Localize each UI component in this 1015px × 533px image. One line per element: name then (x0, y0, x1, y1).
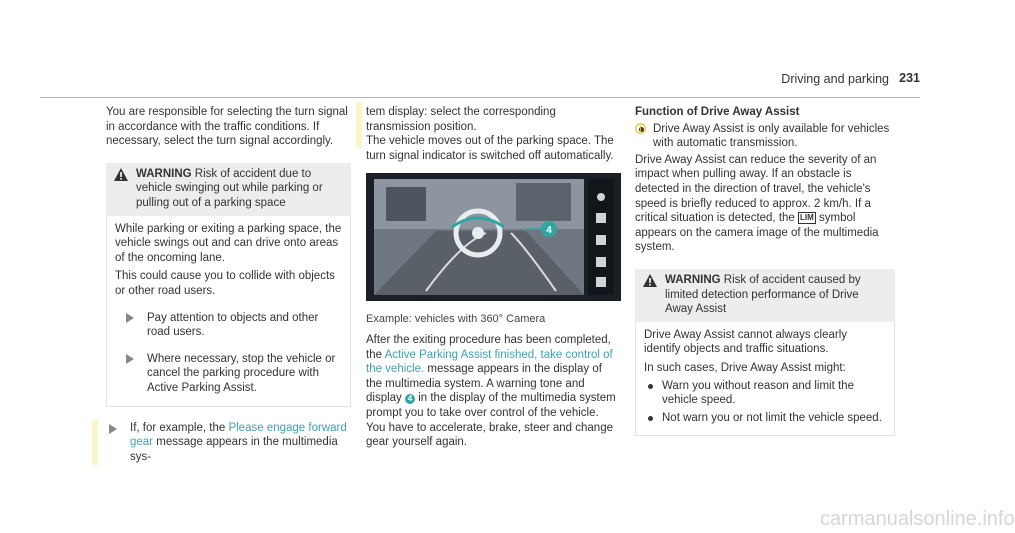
after-exit-paragraph (366, 333, 621, 450)
info-icon (635, 123, 646, 134)
instruction-text: If, for example, the (130, 421, 226, 434)
step-highlight-bar (92, 419, 98, 465)
paragraph-text: Drive Away Assist can reduce the severity of an impact when pulling away. If an obstacle is detected in the direction of travel, the vehicle's speed is briefly reduced to approx. 2 km/h. If a critical situation is detected, the (635, 153, 877, 225)
step-highlight-bar (356, 102, 362, 148)
watermark: carmanualsonline.info (820, 508, 1015, 530)
warning-list-item-2 (644, 411, 886, 426)
lim-symbol-icon: LIM (800, 213, 814, 223)
arrow-icon (109, 424, 117, 434)
intro-paragraph: You are responsible for selecting the turn signal in accordance with the traffic conditions. If necessary, select the turn signal accordingly. (106, 106, 348, 148)
step-result: The vehicle moves out of the parking space. The turn signal indicator is switched off automatically. (366, 135, 614, 162)
warning-label: WARNING (665, 273, 721, 286)
warning-instruction-2 (115, 352, 342, 396)
warning-instruction-1 (115, 311, 342, 340)
list-item-text: Not warn you or not limit the vehicle speed. (662, 411, 882, 424)
instruction-text: Pay attention to objects and other road users. (147, 311, 319, 339)
section-title: Driving and parking (781, 72, 889, 86)
warning-body (106, 216, 351, 407)
paragraph-text: After the exiting procedure has been completed, the (366, 333, 611, 361)
svg-text:4: 4 (546, 225, 552, 237)
column-right (635, 105, 895, 436)
warning-title: Risk of accident due to vehicle swinging out while parking or pulling out of a parking space (136, 167, 323, 209)
warning-list-item-1 (644, 379, 886, 408)
list-item-text: Warn you without reason and limit the vehicle speed. (662, 379, 854, 407)
warning-triangle-icon (643, 274, 657, 287)
camera-image-figure (366, 173, 621, 301)
column-left (106, 105, 351, 464)
warning-text-1: While parking or exiting a parking space, the vehicle swings out and can drive onto areas of the oncoming lane. (115, 222, 342, 264)
warning-text-1: Drive Away Assist cannot always clearly identify objects and traffic situations. (644, 328, 848, 356)
warning-body (635, 322, 895, 437)
header-rule (40, 97, 920, 98)
section-heading: Function of Drive Away Assist (635, 106, 800, 118)
paragraph-text: in the display of the multimedia system prompt you to take over control of the vehicle. You have to accelerate, brake, steer and change gear yourself again. (366, 392, 616, 449)
instruction-text: Where necessary, stop the vehicle or cancel the parking procedure with Active Parking Assist. (147, 352, 336, 394)
warning-header (635, 269, 895, 322)
info-text: Drive Away Assist is only available for vehicles with automatic transmission. (653, 122, 890, 150)
display-message: Active Parking Assist finished, take control of the vehicle. (366, 348, 613, 376)
warning-text-2: This could cause you to collide with objects or other road users. (115, 270, 335, 297)
warning-label: WARNING (136, 167, 192, 180)
page-number: 231 (899, 71, 920, 85)
warning-header (106, 163, 351, 216)
paragraph-text: symbol appears on the camera image of the multimedia system. (635, 212, 879, 254)
callout-badge: 4 (405, 394, 415, 404)
instruction-text-continued: message appears in the multimedia sys- (130, 436, 338, 463)
paragraph-text: message appears in the display of the multimedia system. A warning tone and display (366, 363, 602, 405)
warning-triangle-icon (114, 168, 128, 181)
warning-title: Risk of accident caused by limited detection performance of Drive Away Assist (665, 273, 861, 316)
column-middle (366, 105, 621, 450)
info-note (635, 122, 895, 151)
warning-box (106, 163, 351, 407)
step-continuation: tem display: select the corresponding transmission position. (366, 106, 556, 133)
instruction-step (106, 421, 351, 465)
function-paragraph (635, 153, 895, 255)
arrow-icon (126, 313, 134, 323)
figure-caption: Example: vehicles with 360° Camera (366, 313, 546, 326)
display-message: Please engage forward gear (130, 421, 347, 449)
page-header (0, 0, 960, 100)
warning-text-2: In such cases, Drive Away Assist might: (644, 361, 846, 374)
warning-box (635, 269, 895, 436)
arrow-icon (126, 354, 134, 364)
camera-screen-illustration (366, 173, 621, 301)
